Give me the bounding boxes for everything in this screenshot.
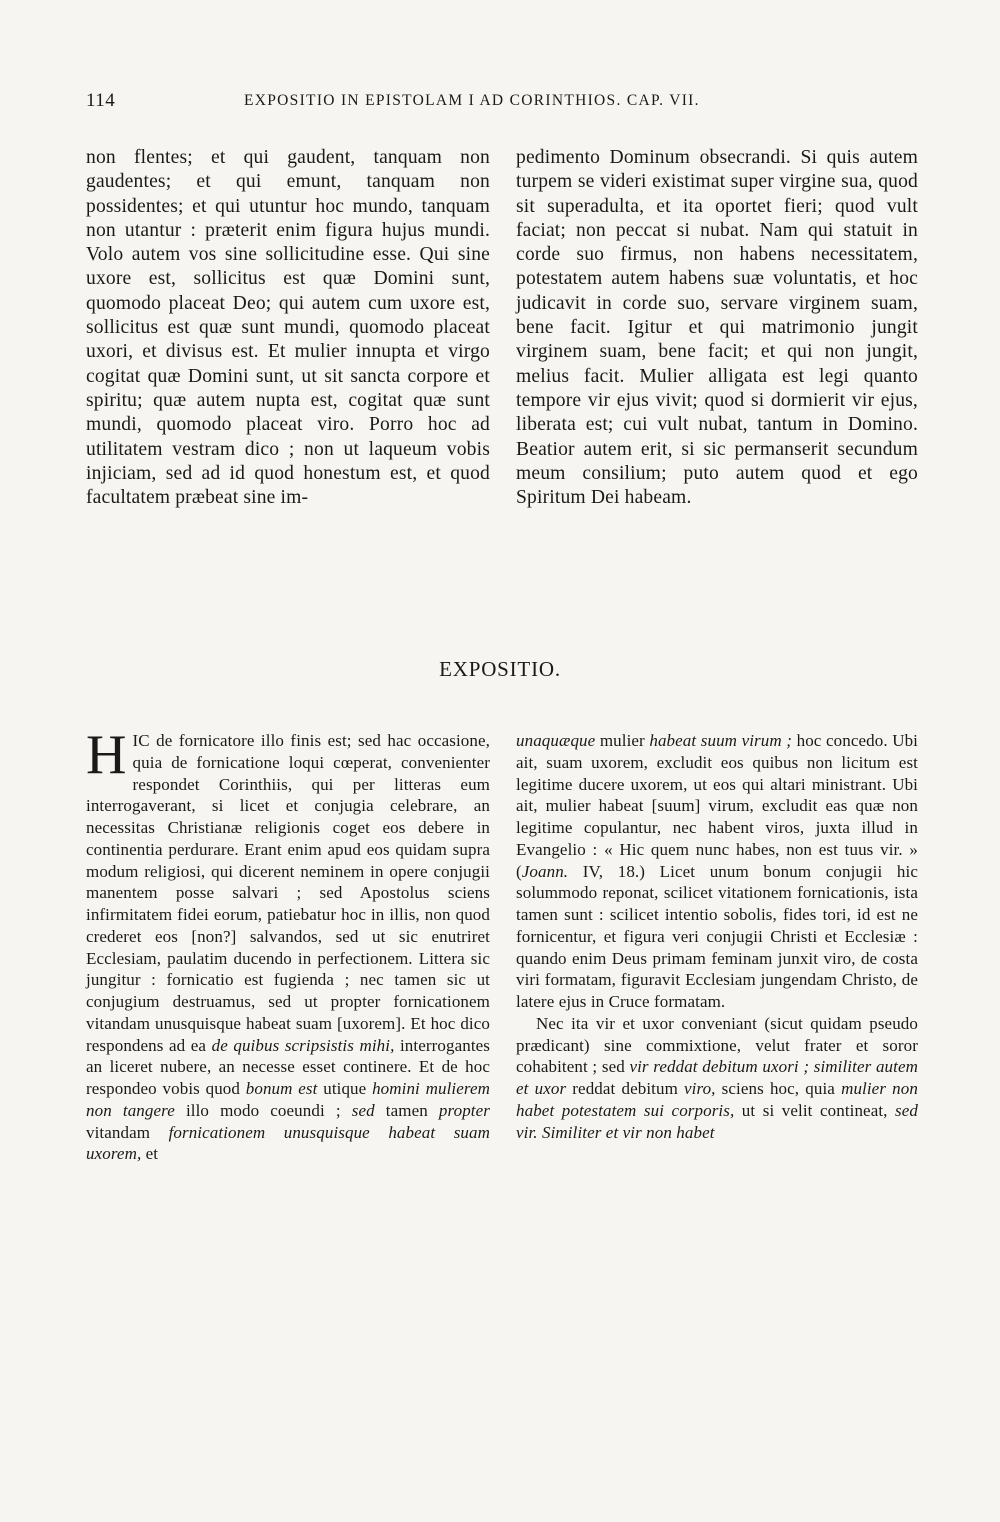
commentary-italic: homini mulierem non tangere (86, 1079, 491, 1120)
commentary-paragraph (516, 1013, 918, 1144)
commentary-italic: bonum est (245, 1079, 318, 1098)
commentary-italic: fornicationem unusquisque habeat suam uxorem, (86, 1122, 490, 1164)
commentary-text: IV, 18.) Licet unum bonum conjugii hic solummodo reponat, scilicet vitationem fornicationis, ista tamen sunt : scilicet intentio sobolis, fides tori, id est ne fornicentur, et figura veri conjugii Christi et Ecclesiæ : quando enim Deus primam feminam junxit viro, de costa viri formatam, figuravit Ecclesiam jungendam Christo, de latere ejus in Cruce formatam. (516, 861, 918, 1011)
scripture-text-left-column (86, 146, 490, 510)
drop-cap: H (86, 724, 127, 786)
commentary-text: mulier (595, 731, 650, 750)
commentary-italic: viro, (684, 1079, 716, 1098)
commentary-text: vitandam (86, 1122, 169, 1142)
commentary-italic: unaquæque (516, 731, 596, 750)
commentary-italic: propter (438, 1100, 490, 1120)
commentary-italic: sed vir. Similiter et vir non habet (516, 1100, 918, 1142)
commentary-text: IC de fornicatore illo finis est; sed hac occasione, quia de fornicatione loqui cœperat, convenienter respondet Corinthiis, qui per litteras eum interrogaverant, si licet et conjugia celebrare, an necessitas Christianæ religionis coget eos debere in continentia perdurare. Erant enim apud eos quidam supra modum religiosi, qui dicerent neminem in opere conjugii manentem posse salvari ; sed Apostolus sciens infirmitatem fidei eorum, patiebatur hoc in illis, non quod crederet eos [non?] salvandos, sed ut sic enutriret Ecclesiam, paulatim ducendo in perfectionem. Littera sic jungitur : fornicatio est fugienda ; nec tamen sic ut conjugium destruamus, sed ut propter fornicationem vitandam unusquisque habeat suam [uxorem]. Et hoc dico respondens ad ea (86, 731, 490, 1055)
scripture-paragraph: pedimento Dominum obsecrandi. Si quis autem turpem se videri existimat super virgine sua, quod sit superadulta, et ita oportet fieri; quod vult faciat; non peccat si nubat. Nam qui statuit in corde suo firmus, non habens necessitatem, potestatem autem habens suæ voluntatis, et hoc judicavit in corde suo, servare virginem suam, bene facit. Igitur et qui matrimonio jungit virginem suam, bene facit; et qui non jungit, melius facit. Mulier alligata est legi quanto tempore vir ejus vivit; quod si dormierit vir ejus, liberata est; cui vult nubat, tantum in Domino. Beatior autem erit, si sic permanserit secundum meum consilium; puto autem quod et ego Spiritum Dei habeam. (516, 147, 918, 509)
commentary-text: Nec ita vir et uxor conveniant (sicut quidam pseudo prædicant) sine commixtione, velut frater et soror cohabitent ; sed (516, 1013, 918, 1077)
commentary-text: tamen (374, 1100, 439, 1120)
commentary-italic: habeat suum virum ; (649, 731, 793, 750)
commentary-italic: de quibus scripsistis mihi, (211, 1035, 395, 1055)
commentary-italic: sed (351, 1100, 375, 1120)
commentary-paragraph (516, 730, 918, 1013)
scripture-paragraph: non flentes; et qui gaudent, tanquam non gaudentes; et qui emunt, tanquam non possidentes; et qui utuntur hoc mundo, tanquam non utantur : præterit enim figura hujus mundi. Volo autem vos sine sollicitudine esse. Qui sine uxore est, sollicitus est quæ Domini sunt, quomodo placeat Deo; qui autem cum uxore est, sollicitus est quæ sunt mundi, quomodo placeat uxori, et divisus est. Et mulier innupta et virgo cogitat quæ Domini sunt, ut sit sancta corpore et spiritu; quæ autem nupta est, cogitat quæ sunt mundi, quomodo placeat viro. Porro hoc ad utilitatem vestram dico ; non ut laqueum vobis injiciam, sed ad id quod honestum est, et quod facultatem præbeat sine im- (86, 147, 490, 509)
running-head: EXPOSITIO IN EPISTOLAM I AD CORINTHIOS. CAP. VII. (244, 92, 700, 109)
commentary-text: interrogantes an liceret nubere, an necesse esset continere. Et de hoc respondeo vobis quod (86, 1035, 491, 1098)
commentary-text: sciens hoc, quia (715, 1079, 842, 1098)
section-heading: EXPOSITIO. (439, 657, 561, 681)
commentary-paragraph (86, 724, 491, 1165)
commentary-left-column (86, 724, 491, 1165)
commentary-text: illo modo coeundi ; (174, 1100, 352, 1120)
commentary-right-column (516, 730, 918, 1143)
commentary-italic: mulier non habet potestatem sui corporis, (516, 1079, 918, 1120)
commentary-text: et (141, 1144, 159, 1164)
commentary-text: ut si velit contineat, (734, 1100, 896, 1120)
page-header (86, 90, 916, 114)
commentary-italic: Joann. (521, 861, 569, 881)
commentary-italic: vir reddat debitum uxori ; similiter autem et uxor (516, 1057, 918, 1098)
scripture-text-right-column (516, 146, 918, 510)
commentary-text: reddat debitum (566, 1079, 685, 1098)
commentary-text: hoc concedo. Ubi ait, suam uxorem, excludit eos quibus non licitum est legitime ducere uxorem, ut eos qui altari ministrant. Ubi ait, mulier habeat [suum] virum, excludit eas quæ non legitime copulantur, nec habent viros, juxta illud in Evangelio : « Hic quem nunc habes, non est tuus vir. » ( (516, 731, 919, 881)
page-number: 114 (86, 90, 116, 111)
commentary-text: utique (317, 1079, 373, 1098)
